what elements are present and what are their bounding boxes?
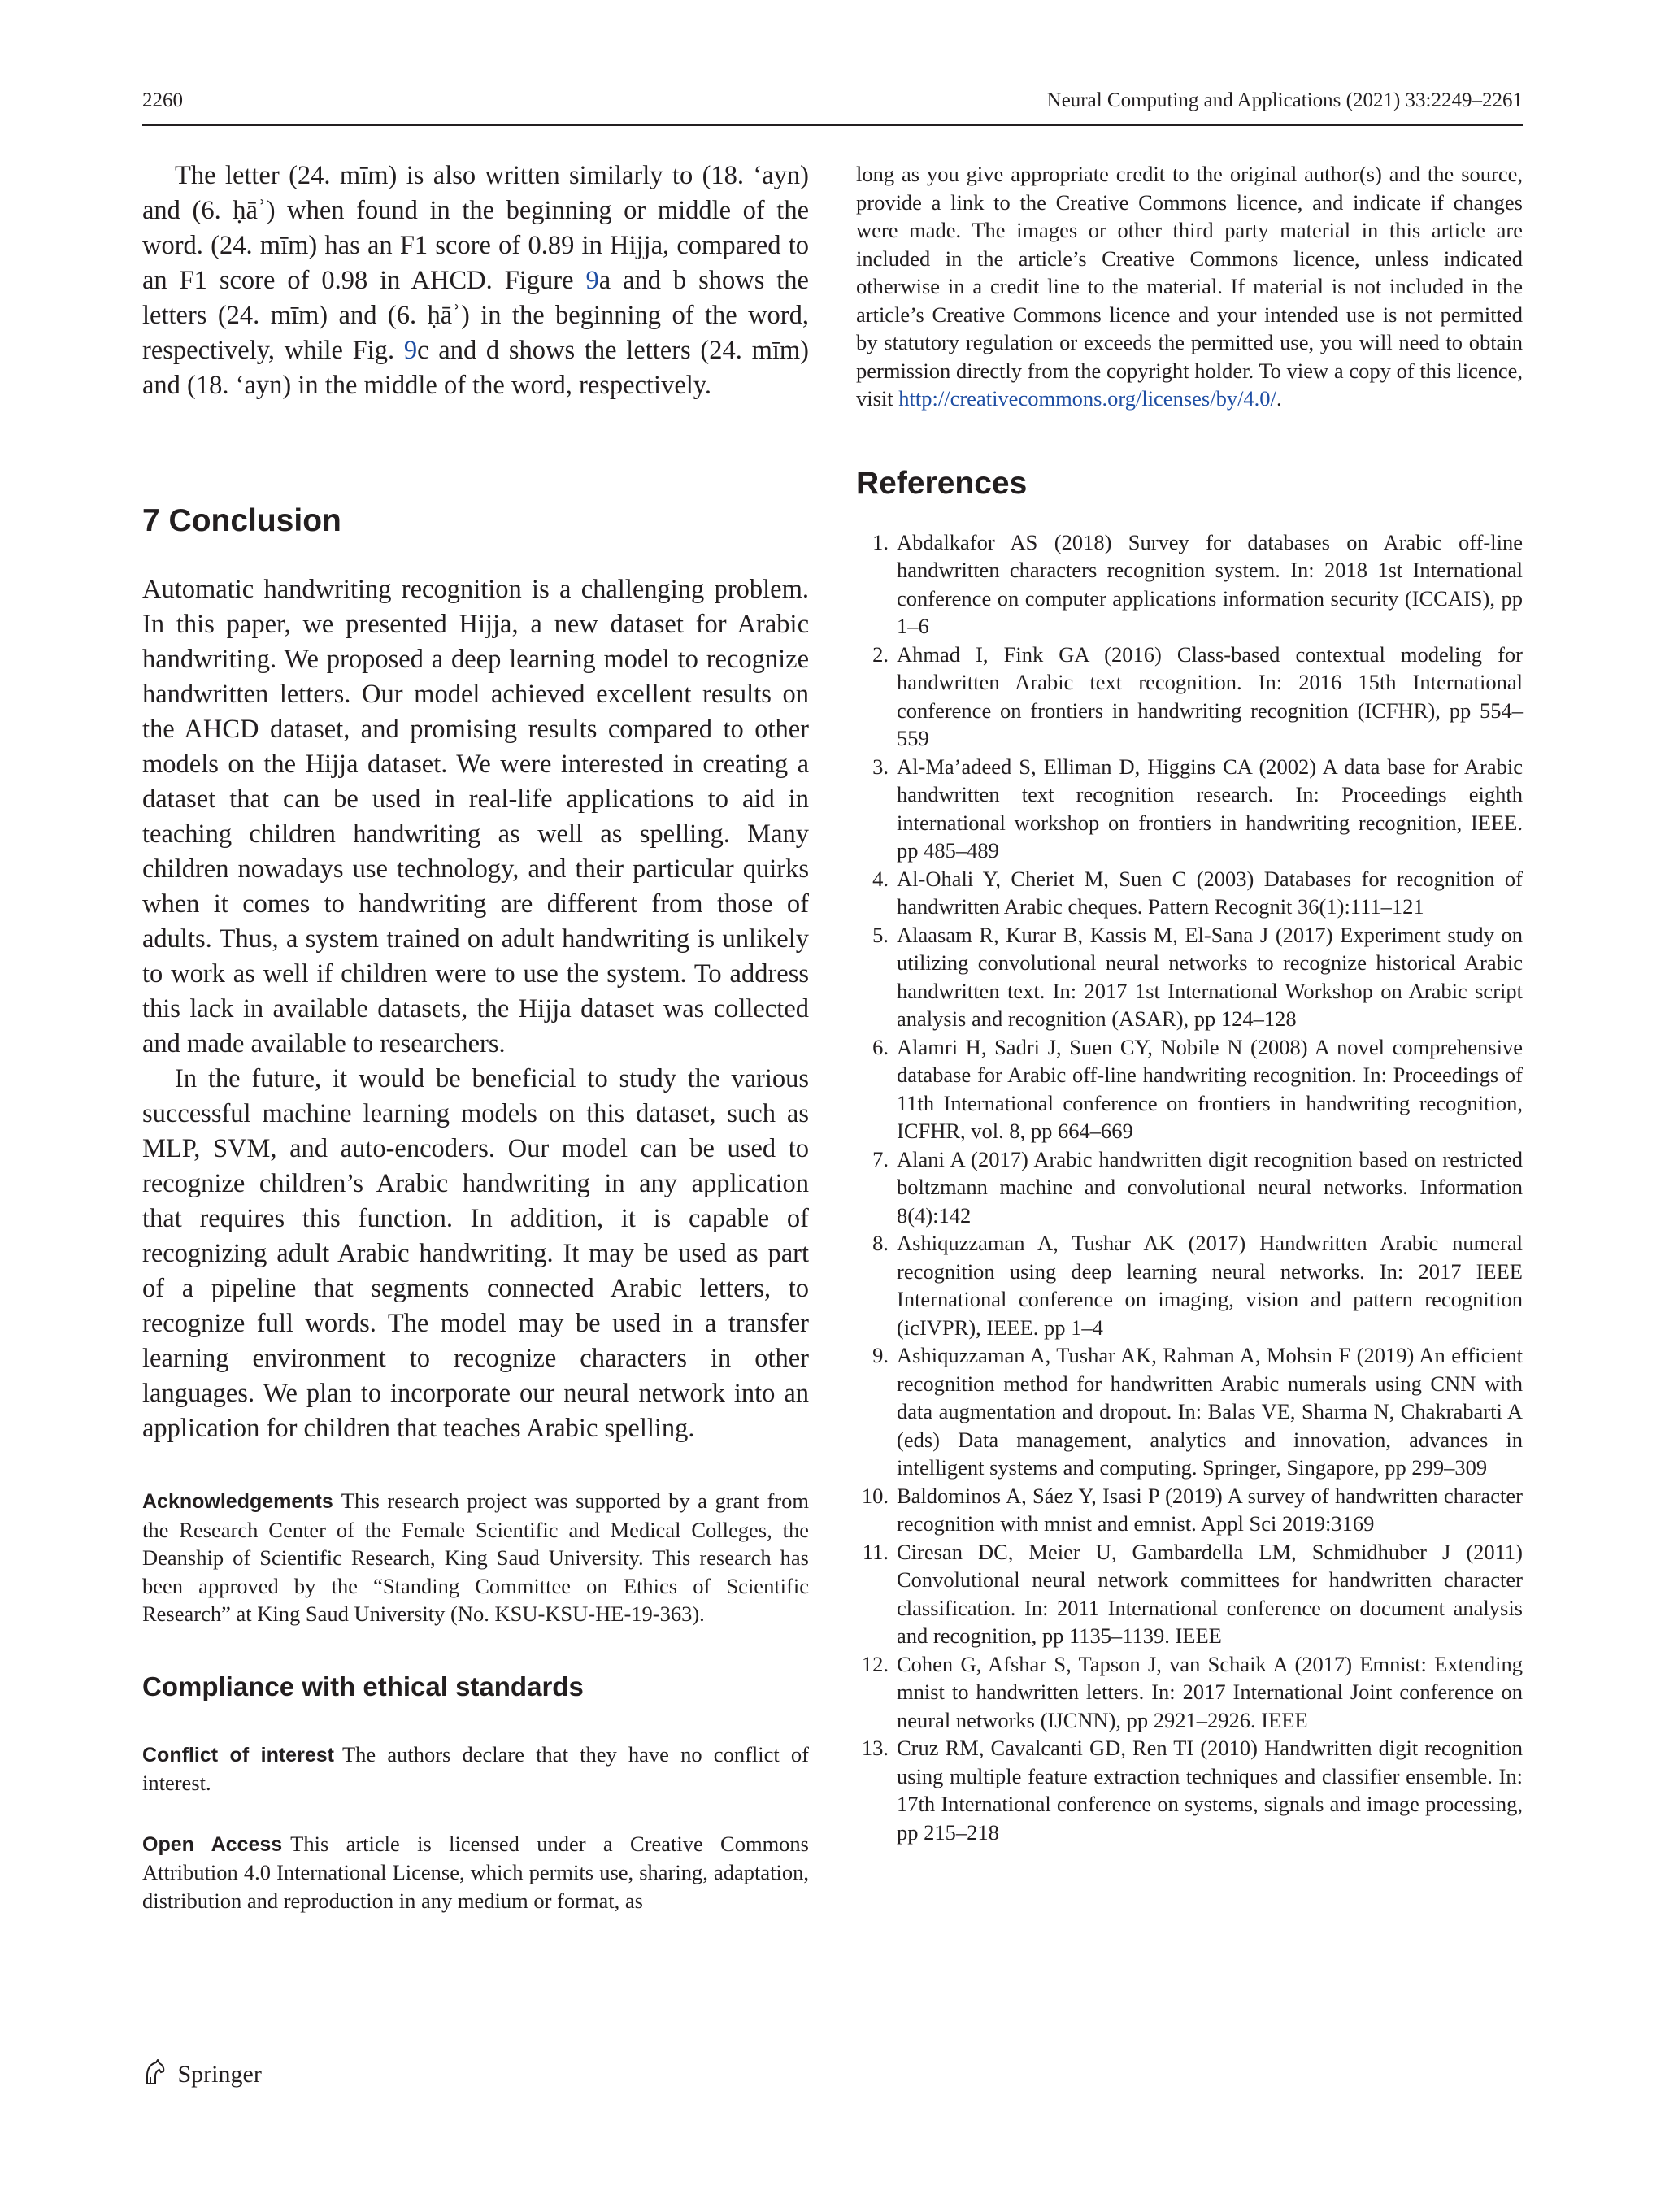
reference-number: 2. bbox=[872, 641, 889, 667]
reference-text: Alamri H, Sadri J, Suen CY, Nobile N (2008) A novel comprehensive database for Arabic off-line handwriting recognition. In: Proceedings of 11th International conference on frontiers in handwriting recognition, ICFHR, vol. 8, pp 664–669 bbox=[897, 1034, 1523, 1143]
reference-item bbox=[856, 1145, 1523, 1230]
reference-item bbox=[856, 1033, 1523, 1145]
reference-text: Al-Ma’adeed S, Elliman D, Higgins CA (2002) A data base for Arabic handwritten text recognition research. In: Proceedings eighth international workshop on frontiers in handwriting recognition, IEEE. pp 485–489 bbox=[897, 754, 1523, 863]
conflict-of-interest bbox=[142, 1740, 809, 1797]
springer-horse-icon bbox=[142, 2061, 178, 2088]
reference-text: Alani A (2017) Arabic handwritten digit recognition based on restricted boltzmann machine and convolutional neural networks. Information 8(4):142 bbox=[897, 1146, 1523, 1228]
reference-item bbox=[856, 1341, 1523, 1482]
acknowledgements bbox=[142, 1487, 809, 1628]
licence-end: . bbox=[1276, 386, 1282, 411]
reference-text: Ashiquzzaman A, Tushar AK, Rahman A, Mohsin F (2019) An efficient recognition method for handwritten Arabic numerals using CNN with data augmentation and dropout. In: Balas VE, Sharma N, Chakrabarti A (eds) Data management, analytics and innovation, advances in intelligent systems and computing. Springer, Singapore, pp 299–309 bbox=[897, 1343, 1523, 1480]
reference-item bbox=[856, 641, 1523, 753]
reference-number: 12. bbox=[861, 1651, 889, 1676]
reference-text: Cohen G, Afshar S, Tapson J, van Schaik A (2017) Emnist: Extending mnist to handwritten letters. In: 2017 International Joint conference on neural networks (IJCNN), pp 2921–2926. IEEE bbox=[897, 1651, 1523, 1732]
reference-number: 13. bbox=[861, 1736, 889, 1760]
reference-text: Ahmad I, Fink GA (2016) Class-based contextual modeling for handwritten Arabic text recognition. In: 2016 15th International conference on frontiers in handwriting recognition (ICFHR), pp 554–559 bbox=[897, 641, 1523, 750]
open-access-label: Open Access bbox=[142, 1832, 283, 1856]
conflict-text: The authors declare that they have no conflict of interest. bbox=[142, 1741, 809, 1795]
conclusion-heading: 7 Conclusion bbox=[142, 503, 341, 538]
reference-item bbox=[856, 865, 1523, 921]
reference-item bbox=[856, 1229, 1523, 1341]
reference-item bbox=[856, 753, 1523, 865]
intro-paragraph bbox=[142, 159, 809, 403]
publisher-name: Springer bbox=[177, 2061, 262, 2088]
reference-text: Alaasam R, Kurar B, Kassis M, El-Sana J (2017) Experiment study on utilizing convolutional neural networks to recognize historical Arabic handwritten text. In: 2017 1st International Workshop on Arabic script analysis and recognition (ASAR), pp 124–128 bbox=[897, 922, 1523, 1031]
open-access-continued-text: long as you give appropriate credit to the original author(s) and the source, provide a link to the Creative Commons licence, and indicate if changes were made. The images or other third party material in this article are included in the article’s Creative Commons licence, unless indicated otherwise in a credit line to the material. If material is not included in the article’s Creative Commons licence and your intended use is not permitted by statutory regulation or exceeds the permitted use, you will need to obtain permission directly from the copyright holder. To view a copy of this licence, visit bbox=[856, 162, 1523, 411]
open-access-text: This article is licensed under a Creative Commons Attribution 4.0 International License, which permits use, sharing, adaptation, distribution and reproduction in any medium or format, as bbox=[142, 1831, 809, 1913]
reference-text: Abdalkafor AS (2018) Survey for databases on Arabic off-line handwritten characters recognition system. In: 2018 1st International conference on computer applications information security (ICCAIS), pp 1–6 bbox=[897, 529, 1523, 638]
page-number: 2260 bbox=[142, 89, 183, 111]
open-access bbox=[142, 1830, 809, 1915]
reference-number: 7. bbox=[872, 1146, 889, 1171]
reference-item bbox=[856, 1734, 1523, 1846]
figure-link[interactable]: 9 bbox=[403, 336, 418, 365]
open-access-continued bbox=[856, 160, 1523, 413]
reference-number: 11. bbox=[862, 1539, 889, 1564]
reference-text: Ciresan DC, Meier U, Gambardella LM, Schmidhuber J (2011) Convolutional neural network committees for handwritten character classification. In: 2011 International conference on document analysis and recognition, pp 1135–1139. IEEE bbox=[897, 1539, 1523, 1648]
figure-link[interactable]: 9 bbox=[585, 266, 599, 295]
reference-item bbox=[856, 528, 1523, 641]
compliance-heading: Compliance with ethical standards bbox=[142, 1671, 584, 1701]
references-heading: References bbox=[856, 465, 1028, 501]
reference-number: 8. bbox=[872, 1231, 889, 1255]
reference-text: Ashiquzzaman A, Tushar AK (2017) Handwritten Arabic numeral recognition using deep learning neural networks. In: 2017 IEEE International conference on imaging, vision and pattern recognition (icIVPR), IEEE. pp 1–4 bbox=[897, 1231, 1523, 1340]
licence-link[interactable]: http://creativecommons.org/licenses/by/4.0/ bbox=[898, 386, 1276, 411]
reference-text: Al-Ohali Y, Cheriet M, Suen C (2003) Databases for recognition of handwritten Arabic cheques. Pattern Recognit 36(1):111–121 bbox=[897, 866, 1523, 919]
intro-text: a and b shows the letters (24. mīm) and (6. ḥāʾ) in the beginning of the word, respectively, while Fig. bbox=[142, 266, 809, 365]
reference-text: Baldominos A, Sáez Y, Isasi P (2019) A survey of handwritten character recognition with mnist and emnist. Appl Sci 2019:3169 bbox=[897, 1483, 1523, 1536]
reference-item bbox=[856, 1538, 1523, 1650]
conclusion-paragraph-2: In the future, it would be beneficial to study the various successful machine learning models on this dataset, such as MLP, SVM, and auto-encoders. Our model can be used to recognize children’s Arabic handwriting in any application that requires this function. In addition, it is capable of recognizing adult Arabic handwriting. It may be used as part of a pipeline that segments connected Arabic letters, to recognize full words. The model may be used in a transfer learning environment to recognize characters in other languages. We plan to incorporate our neural network into an application for children that teaches Arabic spelling. bbox=[142, 1064, 809, 1443]
acknowledgements-label: Acknowledgements bbox=[142, 1490, 333, 1513]
references-list bbox=[856, 528, 1523, 1847]
conclusion-paragraph-1: Automatic handwriting recognition is a challenging problem. In this paper, we presented Hijja, a new dataset for Arabic handwriting. We proposed a deep learning model to recognize handwritten letters. Our model achieved excellent results on the AHCD dataset, and promising results compared to other models on the Hijja dataset. We were interested in creating a dataset that can be used in real-life applications to aid in teaching children handwriting as well as spelling. Many children nowadays use technology, and their particular quirks when it comes to handwriting are different from those of adults. Thus, a system trained on adult handwriting is unlikely to work as well if children were to use the system. To address this lack in available datasets, the Hijja dataset was collected and made available to researchers. bbox=[142, 575, 809, 1058]
journal-citation: Neural Computing and Applications (2021) 33:2249–2261 bbox=[1046, 89, 1523, 111]
reference-text: Cruz RM, Cavalcanti GD, Ren TI (2010) Handwritten digit recognition using multiple feature extraction techniques and classifier ensemble. In: 17th International conference on systems, signals and image processing, pp 215–218 bbox=[897, 1736, 1523, 1845]
intro-text: c and d shows the letters (24. mīm) and (18. ‘ayn) in the middle of the word, respectively. bbox=[142, 336, 809, 400]
conflict-label: Conflict of interest bbox=[142, 1743, 334, 1767]
reference-item bbox=[856, 1650, 1523, 1735]
reference-number: 5. bbox=[872, 922, 889, 947]
page-footer bbox=[142, 2059, 262, 2092]
reference-number: 3. bbox=[872, 754, 889, 779]
intro-text: The letter (24. mīm) is also written similarly to (18. ‘ayn) and (6. ḥāʾ) when found in the beginning or middle of the word. (24. mīm) has an F1 score of 0.89 in Hijja, compared to an F1 score of 0.98 in AHCD. Figure bbox=[142, 161, 809, 295]
reference-number: 4. bbox=[872, 866, 889, 891]
page-header bbox=[142, 89, 1523, 119]
header-rule bbox=[142, 124, 1523, 126]
left-column bbox=[142, 159, 809, 1914]
reference-number: 1. bbox=[872, 529, 889, 554]
reference-number: 9. bbox=[872, 1343, 889, 1367]
reference-item bbox=[856, 921, 1523, 1033]
reference-item bbox=[856, 1482, 1523, 1538]
right-column bbox=[856, 159, 1523, 1846]
reference-number: 6. bbox=[872, 1034, 889, 1059]
reference-number: 10. bbox=[861, 1483, 889, 1508]
acknowledgements-text: This research project was supported by a grant from the Research Center of the Female Scientific and Medical Colleges, the Deanship of Scientific Research, King Saud University. This research has been approved by the “Standing Committee on Ethics of Scientific Research” at King Saud University (No. KSU-KSU-HE-19-363). bbox=[142, 1488, 809, 1626]
